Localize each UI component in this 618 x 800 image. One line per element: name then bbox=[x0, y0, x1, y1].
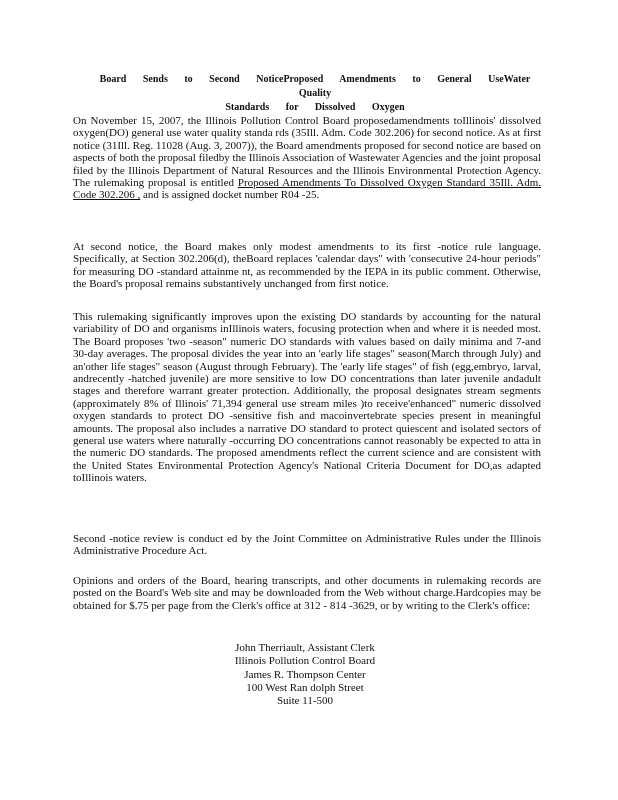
paragraph-review: Second -notice review is conduct ed by the Joint Committee on Administrative Rules under the Illinois Administrative Procedure Act. bbox=[73, 533, 541, 558]
address-line-2: Illinois Pollution Control Board bbox=[234, 655, 376, 668]
title-line-2: Standards for Dissolved Oxygen bbox=[225, 102, 405, 113]
paragraph-intro-text: On November 15, 2007, the Illinois Pollution Control Board proposedamendments toIllinois' dissolved oxygen(DO) general use water quality standa rds (35Ill. Adm. Code 302.206) for second notice. As at first notice (31Ill. Reg. 11028 (Aug. 3, 2007)), the Board amendments proposed for second notice are based on aspects of both the proposal filedby the Illinois Association of Wastewater Agencies and the joint proposal filed by the Illinois Department of Natural Resources and the Illinois Environmental Protection Agency. The rulemaking proposal is entitled bbox=[73, 115, 541, 190]
address-line-1: John Therriault, Assistant Clerk bbox=[235, 642, 375, 654]
rulemaking-title: Proposed Amendments To Dissolved Oxygen Standard 35Ill. Adm. Code 302.206 , bbox=[73, 177, 542, 202]
paragraph-intro bbox=[73, 115, 541, 202]
paragraph-second-notice: At second notice, the Board makes only modest amendments to its first -notice rule language. Specifically, at Section 302.206(d), theBoard replaces 'calendar days" with 'consecutive 24-hour periods" for measuring DO -standard attainme nt, as recommended by the IEPA in its public comment. Otherwise, the Board's proposal remains substantively unchanged from first notice. bbox=[73, 241, 541, 291]
docket-text: and is assigned docket number R04 -25. bbox=[142, 189, 320, 202]
address-line-3: James R. Thompson Center bbox=[244, 668, 366, 681]
title-line-1: Board Sends to Second NoticeProposed Amendments to General UseWater Quality bbox=[99, 74, 531, 99]
clerk-address bbox=[190, 642, 420, 708]
address-line-4: 100 West Ran dolph Street bbox=[246, 681, 364, 694]
paragraph-contact: Opinions and orders of the Board, hearing transcripts, and other documents in rulemaking records are posted on the Board's Web site and may be downloaded from the Web without charge.Hardcopies may be obtained for $.75 per page from the Clerk's office at 312 - 814 -3629, or by writing to the Clerk's office: bbox=[73, 575, 541, 612]
paragraph-rulemaking-details: This rulemaking significantly improves upon the existing DO standards by accounting for the natural variability of DO and organisms inIllinois waters, focusing protection when and where it is needed most. The Board proposes 'two -season" numeric DO standards with values based on daily minima and 7-and 30-day averages. The proposal divides the year into an 'early life stages" season(March through July) and an'other life stages" season (August through February). The 'early life stages" of fish (egg,embryo, larval, andrecently -hatched juvenile) are more sensitive to low DO concentrations than later juvenile andadult stages and therefore warrant greater protection. Additionally, the proposal designates stream segments (approximately 8% of Illinois' 71,394 general use stream miles )to receive'enhanced" numeric dissolved oxygen standards to protect DO -sensitive fish and macoinvertebrate species present in meaningful amounts. The proposal also includes a narrative DO standard to protect quiescent and isolated sectors of general use waters where naturally -occurring DO concentrations cannot reasonably be expected to atta in the numeric DO standards. The proposed amendments reflect the current science and are consistent with the United States Environmental Protection Agency's National Criteria Document for DO,as adapted toIllinois waters. bbox=[73, 311, 541, 485]
address-line-5: Suite 11-500 bbox=[276, 695, 334, 708]
document-title bbox=[80, 73, 550, 115]
